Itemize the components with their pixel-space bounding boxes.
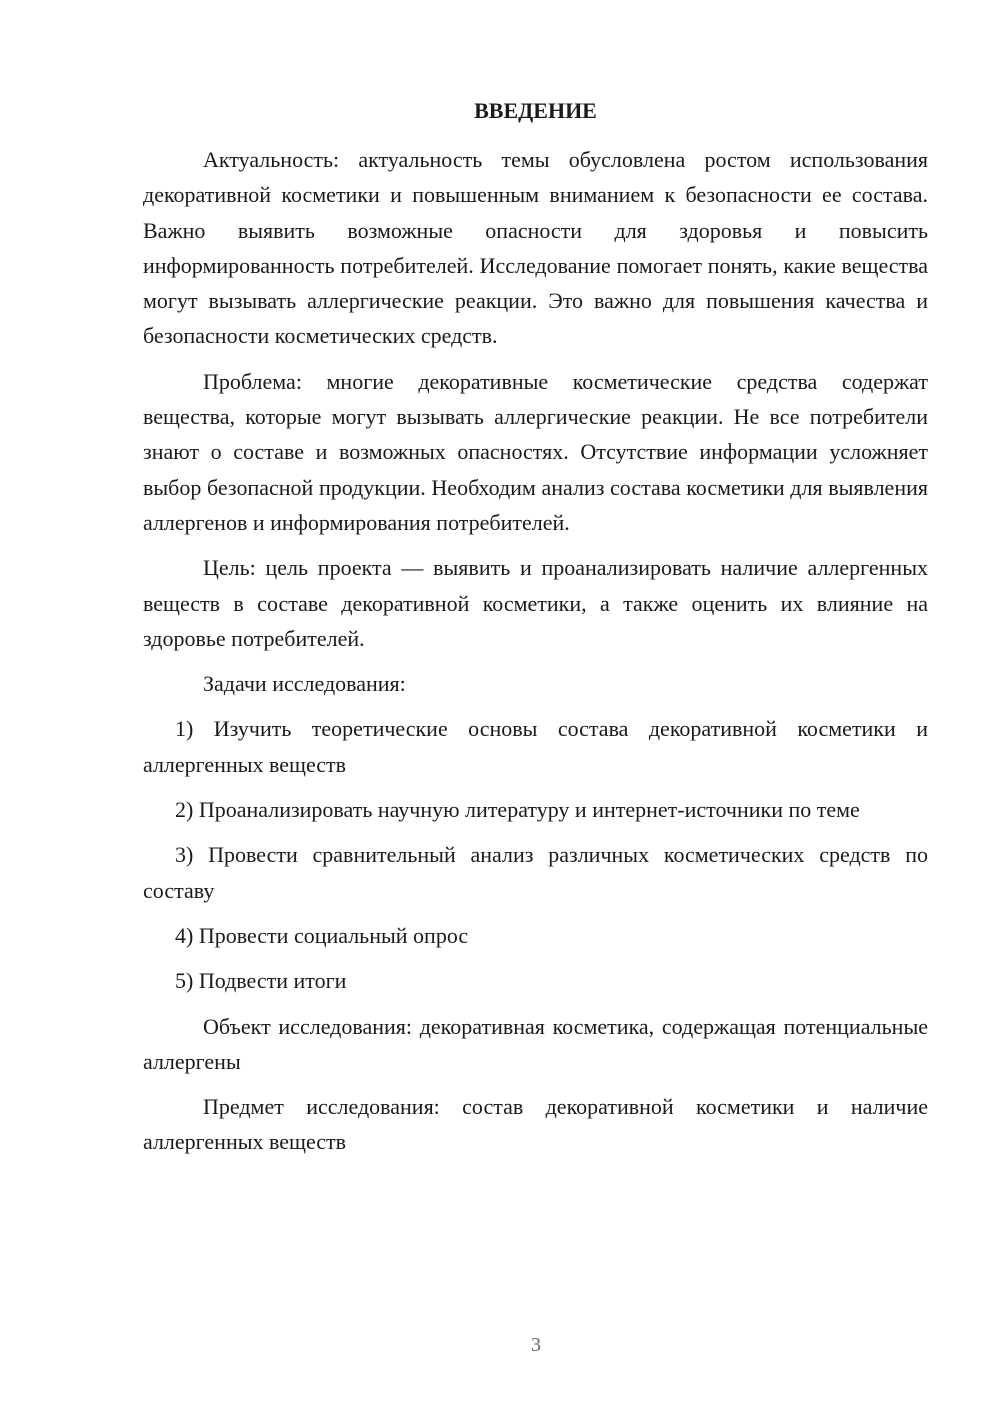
- page-number: 3: [531, 1334, 541, 1356]
- task-item-1: 1) Изучить теоретические основы состава декоративной косметики и аллергенных веществ: [143, 716, 928, 777]
- goal-paragraph: Цель: цель проекта — выявить и проанализировать наличие аллергенных веществ в составе декоративной косметики, а также оценить их влияние на здоровье потребителей.: [143, 555, 928, 651]
- task-item-5: 5) Подвести итоги: [175, 968, 347, 994]
- object-paragraph: Объект исследования: декоративная косметика, содержащая потенциальные аллергены: [143, 1013, 928, 1074]
- task-item-2: 2) Проанализировать научную литературу и интернет-источники по теме: [175, 797, 860, 823]
- page-title: ВВЕДЕНИЕ: [474, 98, 597, 123]
- problem-paragraph: Проблема: многие декоративные косметические средства содержат вещества, которые могут вызывать аллергические реакции. Не все потребители знают о составе и возможных опасностях. Отсутствие информации усложняет выбор безопасной продукции. Необходим анализ состава косметики для выявления аллергенов и информирования потребителей.: [143, 368, 928, 535]
- task-item-3: 3) Провести сравнительный анализ различных косметических средств по составу: [143, 842, 928, 903]
- tasks-heading: Задачи исследования:: [203, 671, 406, 697]
- relevance-paragraph: Актуальность: актуальность темы обусловлена ростом использования декоративной косметики и повышенным вниманием к безопасности ее состава. Важно выявить возможные опасности для здоровья и повысить информированность потребителей. Исследование помогает понять, какие вещества могут вызывать аллергические реакции. Это важно для повышения качества и безопасности косметических средств.: [143, 147, 928, 349]
- task-item-4: 4) Провести социальный опрос: [175, 922, 469, 948]
- subject-paragraph: Предмет исследования: состав декоративной косметики и наличие аллергенных веществ: [143, 1094, 928, 1155]
- page-content: [143, 94, 928, 1160]
